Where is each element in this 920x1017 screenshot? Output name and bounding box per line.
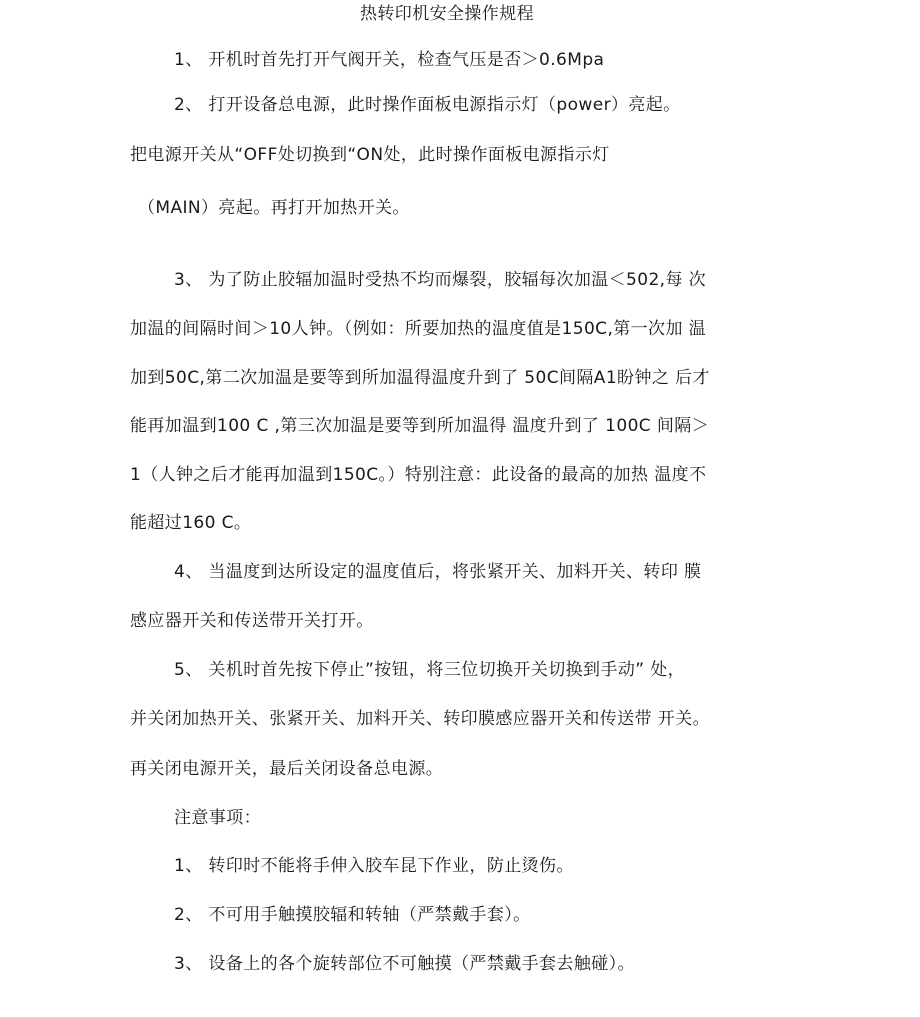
step-2-continuation: （MAIN）亮起。再打开加热开关。	[138, 198, 410, 218]
step-3-continuation: 1（人钟之后才能再加温到150C。）特别注意：此设备的最高的加热 温度不	[130, 465, 707, 485]
step-4-continuation: 感应器开关和传送带开关打开。	[130, 611, 374, 631]
step-3-continuation: 能超过160 C。	[130, 513, 252, 533]
step-3-continuation: 加温的间隔时间＞10人钟。（例如：所要加热的温度值是150C,第一次加 温	[130, 319, 707, 339]
step-3-continuation: 加到50C,第二次加温是要等到所加温得温度升到了 50C间隔A1盼钟之 后才	[130, 368, 710, 388]
step-3-continuation: 能再加温到100 C ,第三次加温是要等到所加温得 温度升到了 100C 间隔＞	[130, 416, 710, 436]
step-5-continuation: 再关闭电源开关，最后关闭设备总电源。	[130, 759, 444, 779]
step-4-line: 4、 当温度到达所设定的温度值后，将张紧开关、加料开关、转印 膜	[174, 562, 702, 582]
step-5-continuation: 并关闭加热开关、张紧开关、加料开关、转印膜感应器开关和传送带 开关。	[130, 709, 711, 729]
document-title: 热转印机安全操作规程	[360, 4, 534, 24]
step-5-line: 5、 关机时首先按下停止”按钮，将三位切换开关切换到手动” 处，	[174, 660, 686, 680]
note-2: 2、 不可用手触摸胶辐和转轴（严禁戴手套）。	[174, 905, 531, 925]
step-2-line: 2、 打开设备总电源，此时操作面板电源指示灯（power）亮起。	[174, 95, 681, 115]
step-2-continuation: 把电源开关从“OFF处切换到“ON处，此时操作面板电源指示灯	[130, 145, 610, 165]
note-1: 1、 转印时不能将手伸入胶车昆下作业，防止烫伤。	[174, 856, 574, 876]
note-3: 3、 设备上的各个旋转部位不可触摸（严禁戴手套去触碰）。	[174, 954, 635, 974]
step-3-line: 3、 为了防止胶辐加温时受热不均而爆裂，胶辐每次加温＜502,每 次	[174, 270, 707, 290]
step-1-line: 1、 开机时首先打开气阀开关，检查气压是否＞0.6Mpa	[174, 50, 605, 70]
notes-heading: 注意事项：	[174, 808, 261, 828]
